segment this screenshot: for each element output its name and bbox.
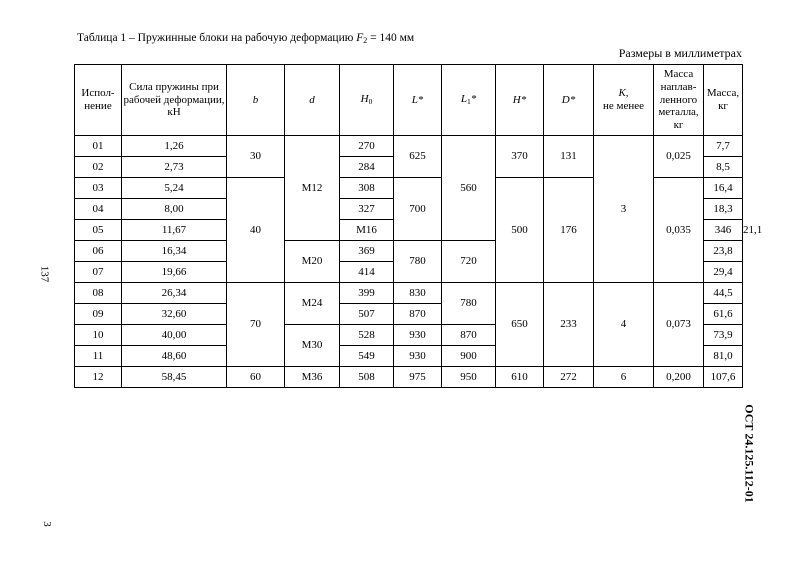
cell-sila: 2,73	[122, 157, 227, 178]
cell-sila: 40,00	[122, 325, 227, 346]
header-l: L*	[394, 65, 442, 136]
cell-h0: 327	[340, 199, 394, 220]
page-number-bottom: 3	[40, 521, 53, 527]
cell-mass-naplav: 0,025	[654, 136, 704, 178]
cell-l: 870	[394, 304, 442, 325]
cell-isp: 12	[75, 367, 122, 388]
cell-mass: 16,4	[704, 178, 743, 199]
cell-b: 60	[227, 367, 285, 388]
cell-d: М30	[285, 325, 340, 367]
cell-h0: 508	[340, 367, 394, 388]
cell-d: М12	[285, 136, 340, 241]
cell-dd: 233	[544, 283, 594, 367]
cell-h0: 270	[340, 136, 394, 157]
cell-sila: 1,26	[122, 136, 227, 157]
cell-sila: 19,66	[122, 262, 227, 283]
cell-l1: 780	[442, 283, 496, 325]
cell-h: 500	[496, 178, 544, 283]
cell-h0: 507	[340, 304, 394, 325]
cell-l: 830	[394, 283, 442, 304]
cell-isp: 06	[75, 241, 122, 262]
header-mass-naplav: Масса наплав-ленного металла, кг	[654, 65, 704, 136]
cell-d: М20	[285, 241, 340, 283]
cell-l1: 950	[442, 367, 496, 388]
cell-l1: 900	[442, 346, 496, 367]
cell-h0: 549	[340, 346, 394, 367]
cell-h0: 369	[340, 241, 394, 262]
cell-b: 40	[227, 178, 285, 283]
cell-l: 975	[394, 367, 442, 388]
cell-l: 930	[394, 325, 442, 346]
table-row	[75, 136, 743, 157]
cell-h: 650	[496, 283, 544, 367]
cell-sila: 58,45	[122, 367, 227, 388]
cell-mass: 8,5	[704, 157, 743, 178]
cell-sila: 32,60	[122, 304, 227, 325]
cell-mass: 73,9	[704, 325, 743, 346]
cell-h0: 346	[704, 220, 743, 241]
cell-isp: 01	[75, 136, 122, 157]
cell-mass: 61,6	[704, 304, 743, 325]
header-row	[75, 65, 743, 136]
cell-mass-naplav: 0,073	[654, 283, 704, 367]
cell-sila: 26,34	[122, 283, 227, 304]
cell-l: 930	[394, 346, 442, 367]
cell-d: М16	[340, 220, 394, 241]
cell-d: М24	[285, 283, 340, 325]
cell-sila: 48,60	[122, 346, 227, 367]
cell-mass: 23,8	[704, 241, 743, 262]
cell-l: 625	[394, 136, 442, 178]
header-k: K, не менее	[594, 65, 654, 136]
header-l1: $L_1*$	[442, 65, 496, 136]
cell-mass-naplav: 0,200	[654, 367, 704, 388]
cell-isp: 02	[75, 157, 122, 178]
cell-k: 4	[594, 283, 654, 367]
header-ispolnenie: Испол-нение	[75, 65, 122, 136]
cell-h0: 528	[340, 325, 394, 346]
cell-mass: 7,7	[704, 136, 743, 157]
cell-mass: 107,6	[704, 367, 743, 388]
cell-d: М36	[285, 367, 340, 388]
cell-b: 30	[227, 136, 285, 178]
cell-sila: 16,34	[122, 241, 227, 262]
units-note: Размеры в миллиметрах	[618, 46, 742, 60]
header-mass: Масса, кг	[704, 65, 743, 136]
header-h: H*	[496, 65, 544, 136]
cell-h0: 308	[340, 178, 394, 199]
cell-dd: 176	[544, 178, 594, 283]
header-sila: Сила пружины при рабочей деформации, кН	[122, 65, 227, 136]
table-row	[75, 283, 743, 304]
cell-isp: 11	[75, 346, 122, 367]
cell-mass: 18,3	[704, 199, 743, 220]
document-code: ОСТ 24.125.112-01	[742, 404, 757, 503]
cell-mass: 29,4	[704, 262, 743, 283]
cell-dd: 272	[544, 367, 594, 388]
cell-l1: 720	[442, 241, 496, 283]
cell-sila: 11,67	[122, 220, 227, 241]
table-row: 05 11,67 М16 346 21,1	[75, 220, 743, 241]
cell-b: 70	[227, 283, 285, 367]
cell-isp: 05	[75, 220, 122, 241]
cell-l1: 870	[442, 325, 496, 346]
cell-h: 370	[496, 136, 544, 178]
cell-h: 610	[496, 367, 544, 388]
cell-isp: 07	[75, 262, 122, 283]
cell-mass-naplav: 0,035	[654, 178, 704, 283]
cell-l: 700	[394, 178, 442, 241]
cell-isp: 04	[75, 199, 122, 220]
cell-isp: 08	[75, 283, 122, 304]
cell-h0: 399	[340, 283, 394, 304]
cell-isp: 09	[75, 304, 122, 325]
cell-l: 780	[394, 241, 442, 283]
cell-k: 3	[594, 136, 654, 283]
cell-h0: 284	[340, 157, 394, 178]
cell-isp: 03	[75, 178, 122, 199]
cell-dd: 131	[544, 136, 594, 178]
page-number-left: 137	[38, 265, 51, 283]
header-h0: $H_0$	[340, 65, 394, 136]
table-title: Таблица 1 – Пружинные блоки на рабочую деформацию $F_2 = 140$ мм	[77, 32, 415, 45]
cell-sila: 5,24	[122, 178, 227, 199]
cell-sila: 8,00	[122, 199, 227, 220]
cell-isp: 10	[75, 325, 122, 346]
cell-mass: 81,0	[704, 346, 743, 367]
table-row	[75, 367, 743, 388]
cell-k: 6	[594, 367, 654, 388]
header-b: b	[227, 65, 285, 136]
header-dd: D*	[544, 65, 594, 136]
cell-l1: 560	[442, 136, 496, 241]
cell-mass: 44,5	[704, 283, 743, 304]
header-d: d	[285, 65, 340, 136]
spring-blocks-table	[74, 64, 763, 388]
cell-h0: 414	[340, 262, 394, 283]
